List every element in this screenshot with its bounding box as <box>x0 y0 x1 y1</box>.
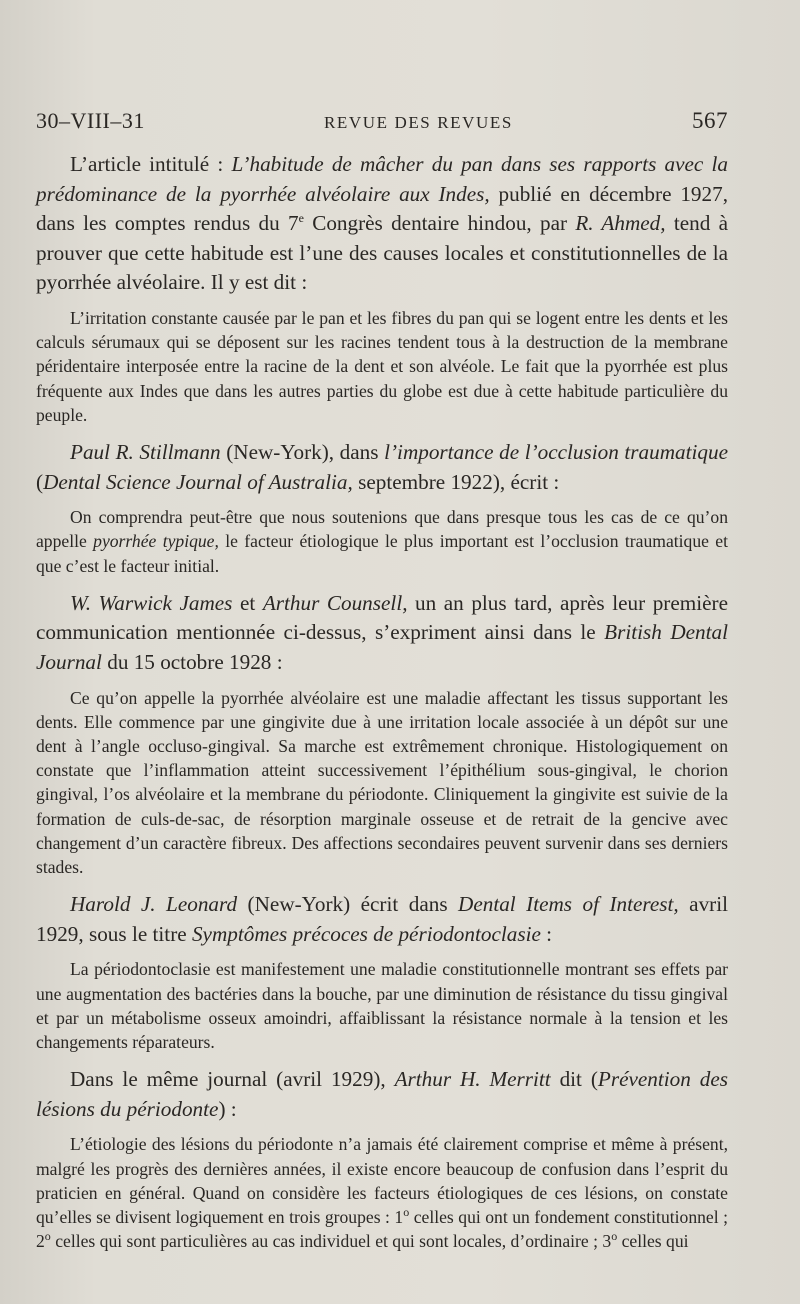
article-title: l’importance de l’occlusion traumatique <box>384 439 729 464</box>
paragraph-ahmed: L’article intitulé : L’habitude de mâcher du pan dans ses rapports avec la prédominance de la pyorrhée alvéolaire aux Indes, publié en décembre 1927, dans les comptes rendus du 7e Congrès dentaire hindou, par R. Ahmed, tend à prouver que cette habitude est l’une des causes locales et constitutionnelles de la pyorrhée alvéolaire. Il y est dit : <box>36 152 728 295</box>
header-date: 30–VIII–31 <box>36 108 145 133</box>
journal-name: Dental Items of Interest, <box>458 892 679 917</box>
article-title: L’habitude de mâcher du pan dans ses rapports avec la prédominance de la pyorrhée alvéolaire aux Indes, <box>36 152 728 206</box>
paragraph-james-counsell: W. Warwick James et Arthur Counsell, un an plus tard, après leur première communication mentionnée ci-dessus, s’expriment ainsi dans le British Dental Journal du 15 octobre 1928 : <box>36 590 728 674</box>
page-number: 567 <box>692 108 728 133</box>
quote-james-counsell: Ce qu’on appelle la pyorrhée alvéolaire est une maladie affectant les tissus supportant les dents. Elle commence par une gingivite due à une irritation locale associée à un dépôt sur une dent à l’angle occluso-gingival. Sa marche est extrêmement chronique. Histologiquement on constate que l’inflammation atteint successivement l’épithélium sous-gingival, le chorion gingival, l’os alvéolaire et la membrane du périodonte. Cliniquement la gingivite est suivie de la formation de culs-de-sac, de résorption marginale osseuse et de retrait de la gencive avec changement d’un caractère fibreux. Des affections secondaires peuvent survenir dans ses derniers stades. <box>36 687 728 877</box>
paragraph-leonard: Harold J. Leonard (New-York) écrit dans Dental Items of Interest, avril 1929, sous le titre Symptômes précoces de périodontoclasie : <box>36 892 728 946</box>
paragraph-merritt: Dans le même journal (avril 1929), Arthur H. Merritt dit (Prévention des lésions du périodonte) : <box>36 1067 728 1121</box>
author-name: Paul R. Stillmann <box>70 439 221 464</box>
page-body <box>36 150 728 1264</box>
header-title: REVUE DES REVUES <box>323 113 513 132</box>
article-title: Symptômes précoces de périodontoclasie <box>191 921 541 946</box>
author-name: W. Warwick James <box>70 590 233 615</box>
author-name: Harold J. Leonard <box>70 892 238 917</box>
author-name: Arthur Counsell, <box>262 590 408 615</box>
quote-ahmed: L’irritation constante causée par le pan et les fibres du pan qui se logent entre les dents et les calculs sérumaux qui se déposent sur les racines tendent tous à la destruction de la membrane péridentaire interposée entre la racine de la dent et son alvéole. Le fait que la pyorrhée est plus fréquente aux Indes que dans les autres parties du globe est due à cette habitude particulière du peuple. <box>36 307 728 425</box>
journal-name: Dental Science Journal of Australia, <box>43 469 353 494</box>
running-header <box>36 108 728 138</box>
journal-name: British Dental Journal <box>36 620 728 674</box>
quote-stillmann: On comprendra peut-être que nous soutenions que dans presque tous les cas de ce qu’on appelle pyorrhée typique, le facteur étiologique le plus important est l’occlusion traumatique et que c’est le facteur initial. <box>36 507 728 576</box>
article-title: Prévention des lésions du périodonte <box>36 1067 728 1121</box>
quote-merritt: L’étiologie des lésions du périodonte n’a jamais été clairement comprise et même à présent, malgré les progrès des dernières années, il existe encore beaucoup de confusion dans l’esprit du praticien en général. Quand on considère les facteurs étiologiques de ces lésions, on constate qu’elles se divisent logiquement en trois groupes : 1$^o$ celles qui ont un fondement constitutionnel ; 2$^o$ celles qui sont particulières au cas individuel et qui sont locales, d’ordinaire ; 3$^o$ celles qui <box>36 1134 728 1252</box>
author-name: R. Ahmed, <box>575 211 666 236</box>
author-name: Arthur H. Merritt <box>394 1067 551 1092</box>
quote-leonard: La périodontoclasie est manifestement une maladie constitutionnelle montrant ses effets par une augmentation des bactéries dans la bouche, par une diminution de résistance du tissu gingival et par un métabolisme osseux amoindri, affaiblissant la résistance normale à la tension et les changements réparateurs. <box>36 959 728 1052</box>
paragraph-stillmann: Paul R. Stillmann (New-York), dans l’importance de l’occlusion traumatique (Dental Science Journal of Australia, septembre 1922), écrit : <box>36 439 729 494</box>
